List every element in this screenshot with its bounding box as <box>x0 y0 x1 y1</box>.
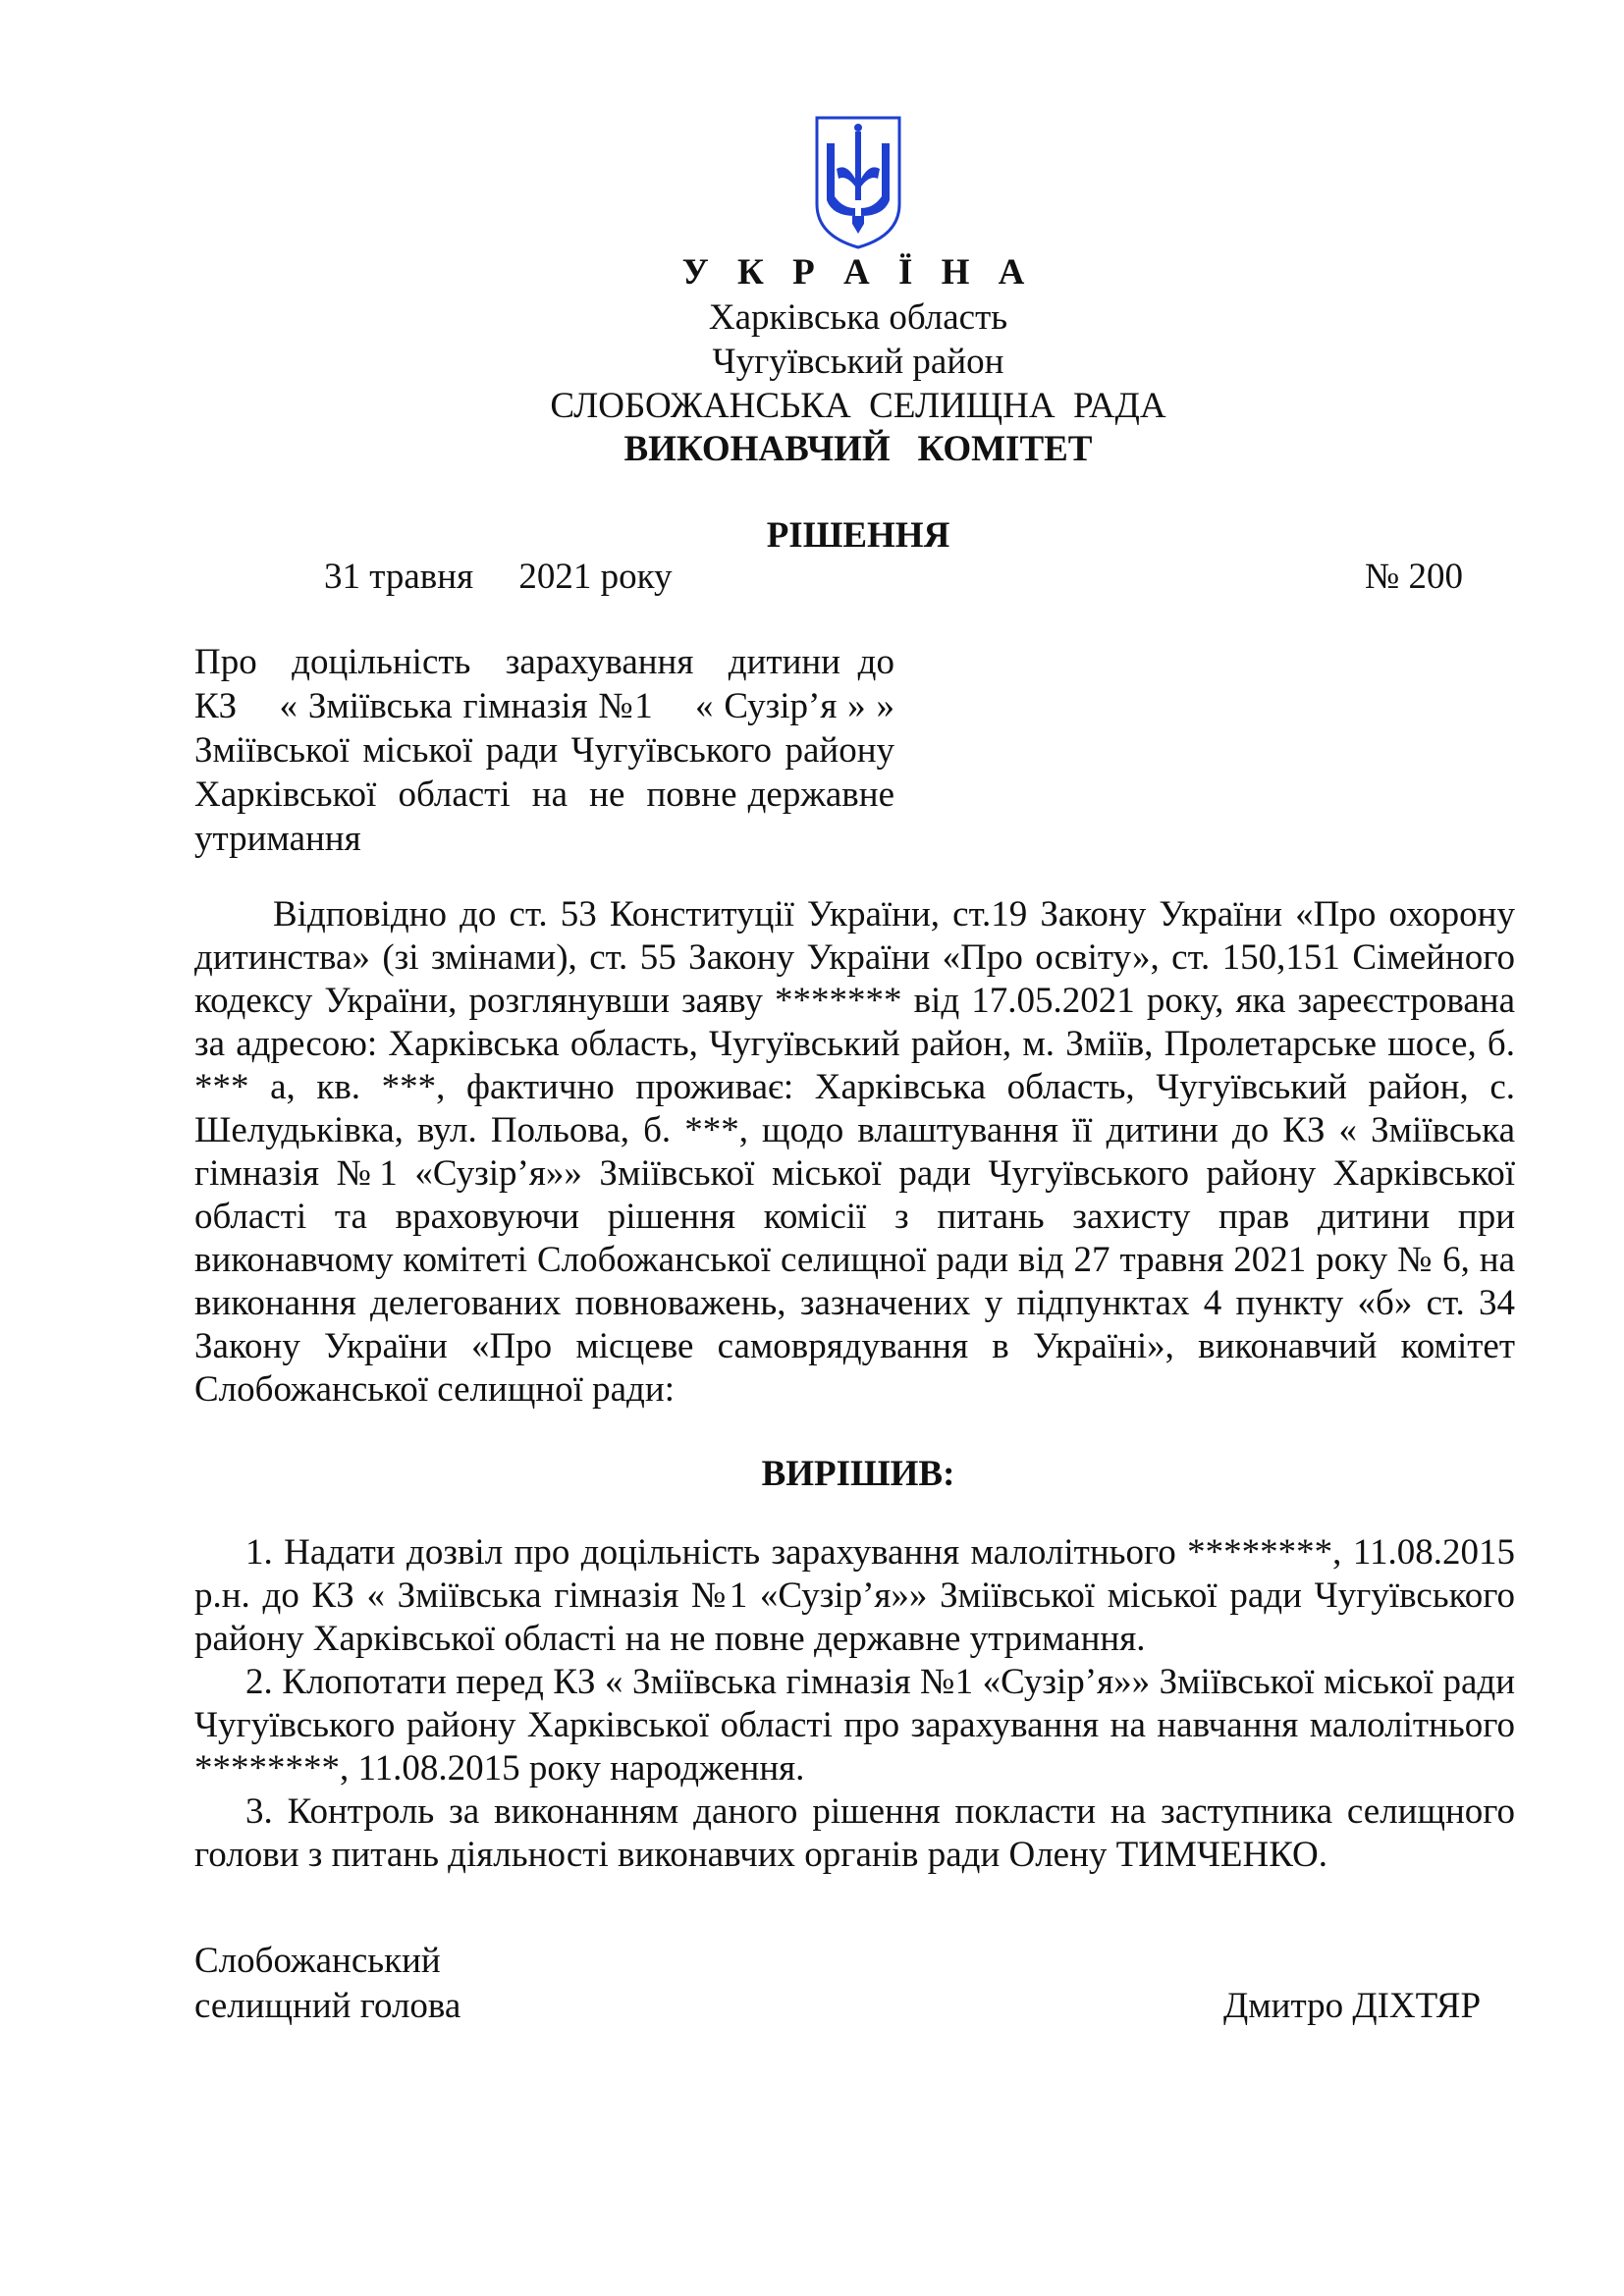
resolution-item-1: 1. Надати дозвіл про доцільність зарахування малолітнього ********, 11.08.2015 р.н. до КЗ « Зміївська гімназія №1 «Сузір’я»» Зміївської міської ради Чугуївського району Харківської області на не повне державне утримання. <box>194 1532 1515 1659</box>
subject-line: Про доцільність зарахування дитини до <box>194 642 894 682</box>
subject-line: Зміївської міської ради Чугуївського району <box>194 730 894 771</box>
resolution-item-2: 2. Клопотати перед КЗ « Зміївська гімназія №1 «Сузір’я»» Зміївської міської ради Чугуївського району Харківської області про зарахування на навчання малолітнього ********, 11.08.2015 року народження. <box>194 1662 1515 1789</box>
decision-number: № 200 <box>1365 557 1464 597</box>
council-line: СЛОБОЖАНСЬКА СЕЛИЩНА РАДА <box>550 386 1166 426</box>
subject-line: Харківської області на не повне державне <box>194 774 894 815</box>
resolution-item-3: 3. Контроль за виконанням даного рішення покласти на заступника селищного голови з питань діяльності виконавчих органів ради Олену ТИМЧЕНКО. <box>194 1791 1515 1875</box>
signatory-title-line1: Слобожанський <box>194 1941 441 1981</box>
subject-line: КЗ « Зміївська гімназія №1 « Сузір’я » » <box>194 686 894 726</box>
subject-line: утримання <box>194 819 361 859</box>
preamble-paragraph: Відповідно до ст. 53 Конституції України, ст.19 Закону України «Про охорону дитинства» (зі змінами), ст. 55 Закону України «Про освіту», ст. 150,151 Сімейного кодексу України, розглянувши заяву ******* від 17.05.2021 року, яка зареєстрована за адресою: Харківська область, Чугуївський район, м. Зміїв, Пролетарське шосе, б. *** а, кв. ***, фактично проживає: Харківська область, Чугуївський район, с. Шелудьківка, вул. Польова, б. ***, щодо влаштування її дитини до КЗ « Зміївська гімназія №1 «Сузір’я»» Зміївської міської ради Чугуївського району Харківської області та враховуючи рішення комісії з питань захисту прав дитини при виконавчому комітеті Слобожанської селищної ради від 27 травня 2021 року № 6, на виконання делегованих повноважень, зазначених у підпунктах 4 пункту «б» ст. 34 Закону України «Про місцеве самоврядування в Україні», виконавчий комітет Слобожанської селищної ради: <box>194 894 1515 1410</box>
country-title: У К Р А Ї Н А <box>681 252 1035 293</box>
coat-of-arms-icon <box>813 114 903 251</box>
decision-date: 31 травня 2021 року <box>324 557 673 597</box>
signatory-title-line2: селищний голова <box>194 1986 461 2026</box>
decision-subject <box>194 640 894 861</box>
committee-line: ВИКОНАВЧИЙ КОМІТЕТ <box>623 429 1093 469</box>
resolved-heading: ВИРІШИВ: <box>761 1454 955 1494</box>
region-line: Харківська область <box>708 297 1008 338</box>
document-type: РІШЕННЯ <box>766 515 950 556</box>
signatory-name: Дмитро ДІХТЯР <box>1223 1986 1482 2026</box>
district-line: Чугуївський район <box>712 342 1004 382</box>
